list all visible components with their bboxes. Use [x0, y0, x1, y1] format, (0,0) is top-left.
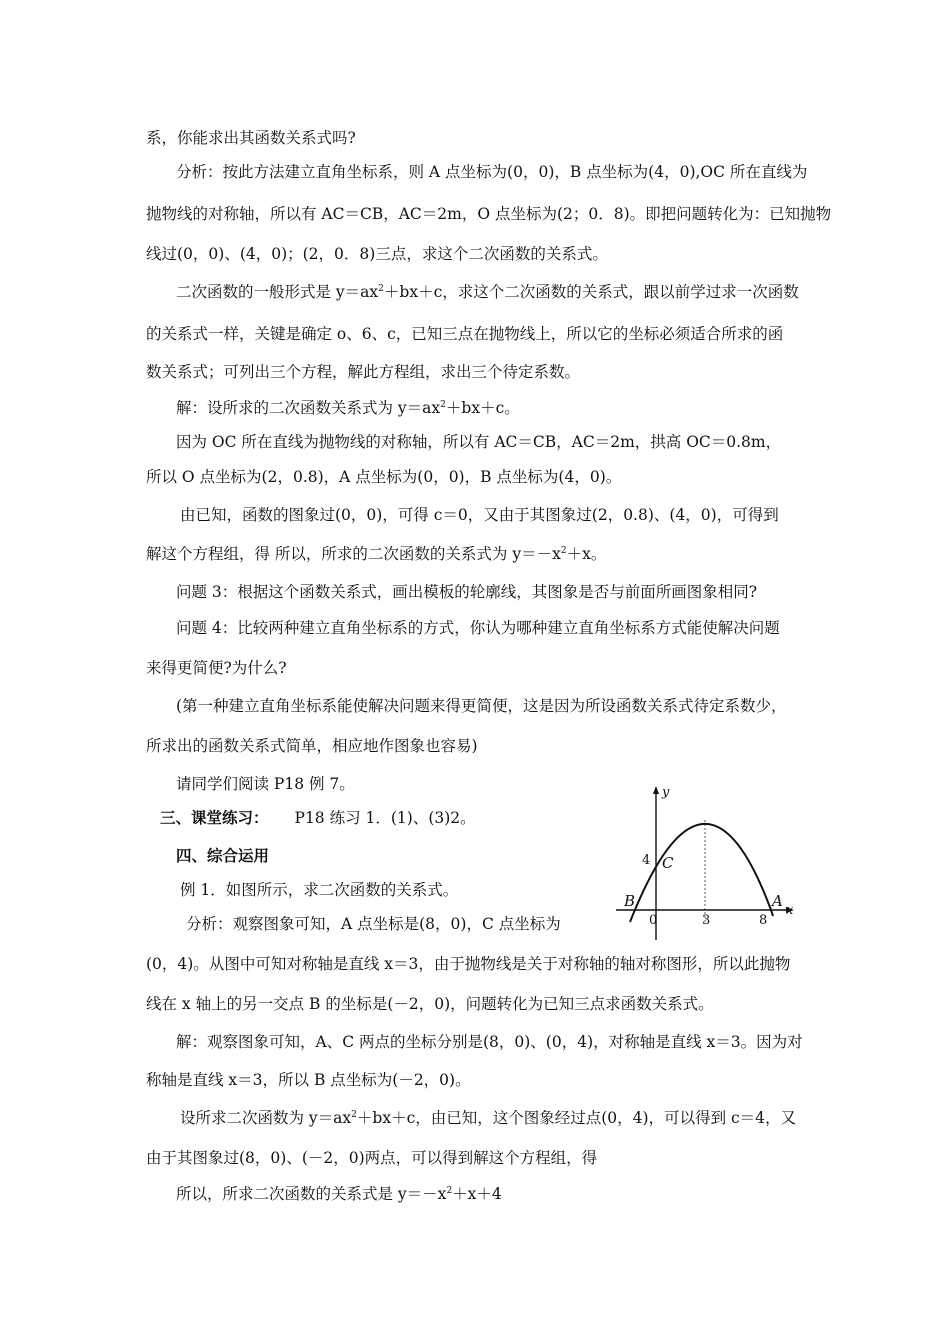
paragraph	[176, 618, 780, 638]
text: 由于其图象过(8，0)、(－2，0)两点，可以得到解这个方程组，得	[146, 1149, 598, 1167]
paragraph	[146, 244, 608, 264]
text: 设所求二次函数为 y＝ax	[180, 1109, 352, 1127]
label-three: 3	[702, 913, 711, 928]
text: 例 1．如图所示，求二次函数的关系式。	[180, 881, 459, 899]
text: 分析：观察图象可知，A 点坐标是(8，0)，C 点坐标为	[186, 915, 561, 933]
paragraph	[176, 582, 757, 602]
superscript: 2	[440, 400, 446, 410]
paragraph	[180, 1108, 796, 1128]
text: 抛物线的对称轴，所以有 AC＝CB，AC＝2m，O 点坐标为(2；0．8)。即把问题转化为：已知抛物	[146, 205, 832, 223]
text: 由已知，函数的图象过(0，0)，可得 c＝0，又由于其图象过(2，0.8)、(4，0)，可得到	[180, 506, 779, 524]
parabola-figure	[614, 782, 814, 944]
paragraph	[146, 1070, 471, 1090]
label-a: A	[772, 892, 783, 910]
paragraph	[146, 994, 714, 1014]
section-heading	[160, 808, 476, 828]
text: 请同学们阅读 P18 例 7。	[176, 775, 355, 793]
paragraph	[146, 467, 621, 487]
text: 所以，所求二次函数的关系式是 y＝－x	[176, 1185, 447, 1203]
paragraph	[176, 1032, 803, 1052]
superscript: 2	[446, 1186, 453, 1196]
paragraph	[146, 544, 606, 564]
paragraph	[146, 954, 790, 974]
paragraph	[146, 204, 831, 224]
parabola-curve	[630, 824, 773, 922]
label-c: C	[662, 854, 674, 872]
label-origin: 0	[649, 913, 658, 928]
paragraph	[186, 914, 561, 934]
paragraph	[180, 880, 458, 900]
paragraph	[176, 1184, 502, 1204]
text: 解这个方程组，得 所以，所求的二次函数的关系式为 y＝－x	[146, 545, 561, 563]
paragraph	[146, 324, 783, 344]
text: 线过(0，0)、(4，0)；(2，0．8)三点，求这个二次函数的关系式。	[146, 245, 608, 263]
text: ＋bx＋c，求这个二次函数的关系式，跟以前学过求一次函数	[383, 283, 799, 301]
section-heading	[176, 846, 269, 866]
heading-text: 四、综合运用	[176, 846, 270, 865]
text: 问题 4：比较两种建立直角坐标系的方式，你认为哪种建立直角坐标系方式能使解决问题	[176, 619, 780, 637]
paragraph	[180, 505, 779, 525]
text: 数关系式；可列出三个方程，解此方程组，求出三个待定系数。	[146, 363, 581, 381]
text: ＋x＋4	[452, 1185, 502, 1203]
text: 解：设所求的二次函数关系式为 y＝ax	[176, 399, 441, 417]
text: 分析：按此方法建立直角坐标系，则 A 点坐标为(0，0)，B 点坐标为(4，0),OC 所在直线为	[176, 163, 808, 181]
text: 因为 OC 所在直线为抛物线的对称轴，所以有 AC＝CB，AC＝2m，拱高 OC＝0.8m，	[176, 433, 782, 451]
label-eight: 8	[759, 913, 768, 928]
superscript: 2	[378, 284, 384, 294]
text: ＋bx＋c，由已知，这个图象经过点(0，4)，可以得到 c＝4，又	[356, 1109, 797, 1127]
superscript: 2	[560, 546, 567, 556]
text: 的关系式一样，关键是确定 o、6、c，已知三点在抛物线上，所以它的坐标必须适合所求的函	[146, 325, 784, 343]
text: 系，你能求出其函数关系式吗?	[146, 129, 356, 147]
text: 线在 x 轴上的另一交点 B 的坐标是(－2，0)，问题转化为已知三点求函数关系式。	[146, 995, 714, 1013]
superscript: 2	[351, 1110, 357, 1120]
text: (0，4)。从图中可知对称轴是直线 x＝3，由于抛物线是关于对称轴的轴对称图形，所以此抛物	[146, 955, 791, 973]
paragraph	[176, 696, 787, 716]
text: (第一种建立直角坐标系能使解决问题来得更简便，这是因为所设函数关系式待定系数少，	[176, 697, 787, 715]
paragraph	[146, 658, 287, 678]
paragraph	[176, 162, 807, 182]
y-axis-arrow	[653, 786, 659, 794]
text: 二次函数的一般形式是 y＝ax	[176, 283, 379, 301]
paragraph	[146, 362, 580, 382]
paragraph	[146, 1148, 597, 1168]
paragraph	[146, 128, 356, 148]
text: 解：观察图象可知，A、C 两点的坐标分别是(8，0)、(0，4)，对称轴是直线 x＝3。因为对	[176, 1033, 803, 1051]
paragraph	[146, 736, 478, 756]
text: 所以 O 点坐标为(2，0.8)，A 点坐标为(0，0)，B 点坐标为(4，0)。	[146, 468, 622, 486]
text: P18 练习 1．(1)、(3)2。	[294, 809, 476, 827]
text: ＋x。	[566, 545, 607, 563]
text: ＋bx＋c。	[445, 399, 520, 417]
text: 问题 3：根据这个函数关系式，画出模板的轮廓线，其图象是否与前面所画图象相同?	[176, 583, 758, 601]
label-b: B	[624, 892, 636, 910]
heading-text: 三、课堂练习：	[160, 808, 269, 827]
paragraph	[176, 432, 781, 452]
text: 称轴是直线 x＝3，所以 B 点坐标为(－2，0)。	[146, 1071, 471, 1089]
text: 所求出的函数关系式简单，相应地作图象也容易)	[146, 737, 478, 755]
label-four: 4	[642, 853, 651, 868]
paragraph	[176, 398, 520, 418]
text: 来得更简便?为什么?	[146, 659, 287, 677]
x-axis-label: x	[786, 903, 794, 918]
paragraph	[176, 282, 799, 302]
y-axis-label: y	[662, 785, 670, 800]
paragraph	[176, 774, 355, 794]
